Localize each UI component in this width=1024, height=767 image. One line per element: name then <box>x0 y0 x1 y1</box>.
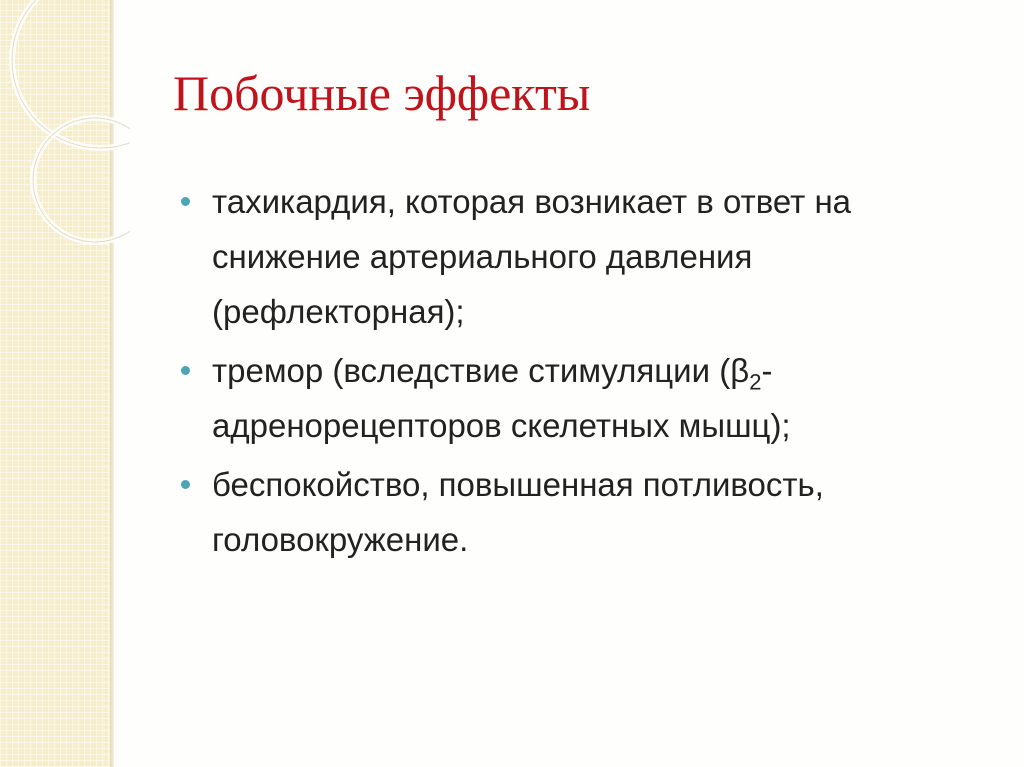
decorative-rings-icon <box>0 0 130 260</box>
bullet-dot-icon <box>181 366 190 375</box>
bullet-text <box>212 352 791 444</box>
bullet-item <box>181 174 1001 339</box>
bullet-text: тахикардия, которая возникает в ответ на снижение артериального давления (рефлекторная); <box>212 183 852 330</box>
bullet-dot-icon <box>181 197 190 206</box>
slide-title: Побочные эффекты <box>173 65 591 121</box>
bullet-item <box>181 457 1001 567</box>
bullet-item <box>181 343 1001 453</box>
bullet-text: беспокойство, повышенная потливость, головокружение. <box>212 466 824 558</box>
bullet-text-part: тремор (вследствие стимуляции (β <box>212 352 750 389</box>
bullet-dot-icon <box>181 480 190 489</box>
bullet-text-part: -адренорецепторов скелетных мышц); <box>212 352 791 444</box>
bullet-list <box>181 174 1001 571</box>
beta-subscript: 2 <box>749 369 762 395</box>
